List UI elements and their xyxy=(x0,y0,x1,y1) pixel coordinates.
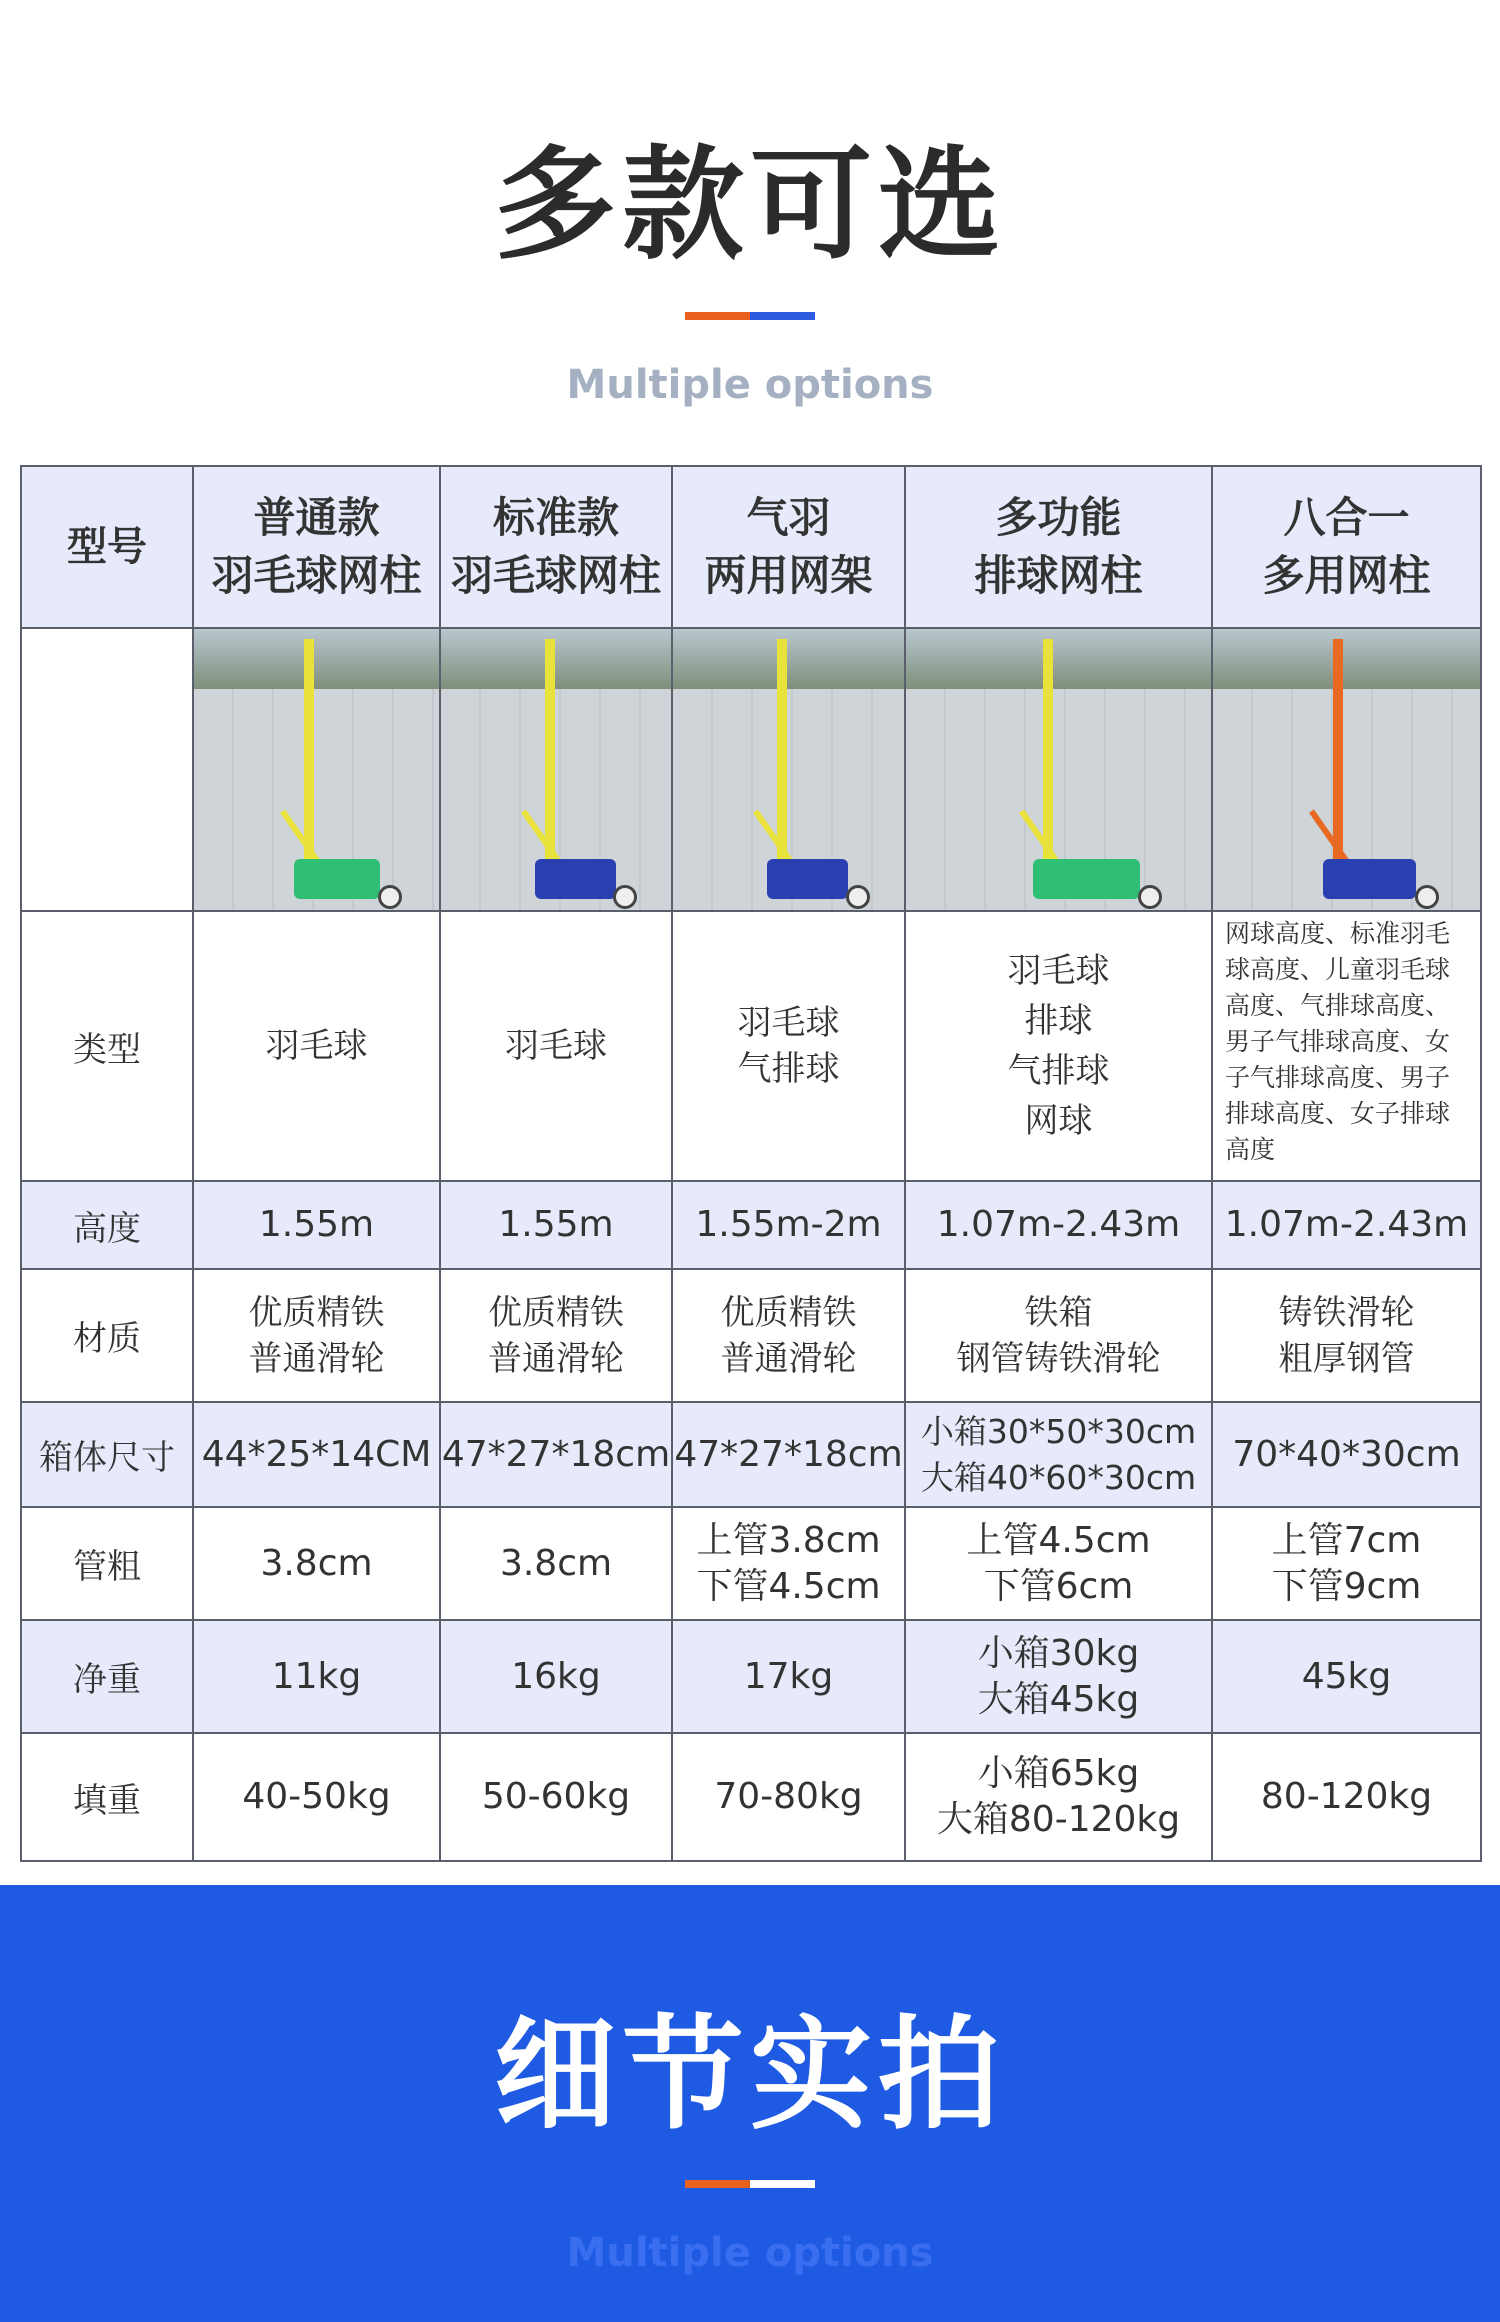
net-weight-row xyxy=(21,1620,1481,1733)
type-value-note: 网球高度、标准羽毛球高度、儿童羽毛球高度、气排球高度、男子气排球高度、女子气排球高度、男子排球高度、女子排球高度 xyxy=(1212,911,1481,1181)
post-base-box xyxy=(535,859,616,899)
model-header xyxy=(672,466,905,628)
tube-value: 上管4.5cm 下管6cm xyxy=(905,1507,1212,1620)
model-name-line1: 气羽 xyxy=(746,493,831,542)
type-value: 羽毛球 xyxy=(193,911,440,1181)
model-header xyxy=(1212,466,1481,628)
tube-value: 3.8cm xyxy=(440,1507,672,1620)
row-label: 净重 xyxy=(21,1620,193,1733)
model-header xyxy=(440,466,672,628)
section-accent-bar xyxy=(685,2180,815,2188)
model-name-line2: 两用网架 xyxy=(704,551,873,600)
tube-value: 3.8cm xyxy=(193,1507,440,1620)
height-value: 1.07m-2.43m xyxy=(1212,1181,1481,1269)
fill-weight-value: 小箱65kg 大箱80-120kg xyxy=(905,1733,1212,1861)
accent-blue xyxy=(750,312,815,320)
height-value: 1.55m-2m xyxy=(672,1181,905,1269)
product-photo xyxy=(441,629,671,910)
product-photo xyxy=(194,629,439,910)
net-weight-value: 45kg xyxy=(1212,1620,1481,1733)
model-name-line2: 羽毛球网柱 xyxy=(211,551,422,600)
type-value: 羽毛球 气排球 xyxy=(672,911,905,1181)
model-name-line1: 普通款 xyxy=(253,493,380,542)
row-label: 高度 xyxy=(21,1181,193,1269)
material-value: 铸铁滑轮 粗厚钢管 xyxy=(1212,1269,1481,1402)
material-value: 铁箱 钢管铸铁滑轮 xyxy=(905,1269,1212,1402)
product-photo-cell xyxy=(905,628,1212,911)
post-base-box xyxy=(1033,859,1140,899)
fill-weight-value: 70-80kg xyxy=(672,1733,905,1861)
model-name-line2: 多用网柱 xyxy=(1262,551,1431,600)
model-header xyxy=(193,466,440,628)
photo-background xyxy=(1213,629,1480,689)
fill-weight-value: 50-60kg xyxy=(440,1733,672,1861)
row-label: 类型 xyxy=(21,911,193,1181)
net-weight-value: 16kg xyxy=(440,1620,672,1733)
fill-weight-value: 40-50kg xyxy=(193,1733,440,1861)
row-label: 填重 xyxy=(21,1733,193,1861)
spec-table xyxy=(20,465,1482,1862)
photo-background xyxy=(441,629,671,689)
box-size-value: 47*27*18cm xyxy=(440,1402,672,1507)
header-label: 型号 xyxy=(21,466,193,628)
product-photo-cell xyxy=(1212,628,1481,911)
base-wheel xyxy=(1415,885,1439,909)
tube-value: 上管7cm 下管9cm xyxy=(1212,1507,1481,1620)
base-wheel xyxy=(378,885,402,909)
row-label: 材质 xyxy=(21,1269,193,1402)
material-value: 优质精铁 普通滑轮 xyxy=(672,1269,905,1402)
height-value: 1.07m-2.43m xyxy=(905,1181,1212,1269)
product-photo xyxy=(906,629,1211,910)
base-wheel xyxy=(1138,885,1162,909)
post-base-box xyxy=(1323,859,1416,899)
model-name-line1: 标准款 xyxy=(492,493,619,542)
product-photo-cell xyxy=(440,628,672,911)
material-value: 优质精铁 普通滑轮 xyxy=(440,1269,672,1402)
product-photo-cell xyxy=(672,628,905,911)
type-row xyxy=(21,911,1481,1181)
material-row xyxy=(21,1269,1481,1402)
height-value: 1.55m xyxy=(193,1181,440,1269)
row-label: 箱体尺寸 xyxy=(21,1402,193,1507)
box-size-value: 44*25*14CM xyxy=(193,1402,440,1507)
post-base-box xyxy=(294,859,380,899)
accent-orange xyxy=(685,312,750,320)
post-base-box xyxy=(767,859,848,899)
title-accent-bar xyxy=(685,312,815,320)
photo-background xyxy=(194,629,439,689)
photo-row xyxy=(21,628,1481,911)
accent-orange xyxy=(685,2180,750,2188)
net-weight-value: 17kg xyxy=(672,1620,905,1733)
box-size-value: 47*27*18cm xyxy=(672,1402,905,1507)
photo-row-label xyxy=(21,628,193,911)
product-photo xyxy=(673,629,904,910)
box-size-value: 小箱30*50*30cm 大箱40*60*30cm xyxy=(905,1402,1212,1507)
tube-value: 上管3.8cm 下管4.5cm xyxy=(672,1507,905,1620)
section-title: 细节实拍 xyxy=(494,2004,1006,2146)
box-size-row xyxy=(21,1402,1481,1507)
height-value: 1.55m xyxy=(440,1181,672,1269)
height-row xyxy=(21,1181,1481,1269)
model-name-line1: 八合一 xyxy=(1283,493,1410,542)
page-title: 多款可选 xyxy=(494,134,1006,276)
header-row xyxy=(21,466,1481,628)
photo-background xyxy=(906,629,1211,689)
fill-weight-row xyxy=(21,1733,1481,1861)
base-wheel xyxy=(613,885,637,909)
base-wheel xyxy=(846,885,870,909)
page-subtitle: Multiple options xyxy=(566,362,934,408)
model-name-line2: 排球网柱 xyxy=(974,551,1143,600)
product-photo-cell xyxy=(193,628,440,911)
type-value: 羽毛球 排球 气排球 网球 xyxy=(905,911,1212,1181)
net-weight-value: 11kg xyxy=(193,1620,440,1733)
model-header xyxy=(905,466,1212,628)
product-photo xyxy=(1213,629,1480,910)
material-value: 优质精铁 普通滑轮 xyxy=(193,1269,440,1402)
net-weight-value: 小箱30kg 大箱45kg xyxy=(905,1620,1212,1733)
section-subtitle: Multiple options xyxy=(566,2230,934,2276)
photo-background xyxy=(673,629,904,689)
box-size-value: 70*40*30cm xyxy=(1212,1402,1481,1507)
fill-weight-value: 80-120kg xyxy=(1212,1733,1481,1861)
accent-white xyxy=(750,2180,815,2188)
tube-row xyxy=(21,1507,1481,1620)
row-label: 管粗 xyxy=(21,1507,193,1620)
model-name-line1: 多功能 xyxy=(995,493,1122,542)
type-value: 羽毛球 xyxy=(440,911,672,1181)
model-name-line2: 羽毛球网柱 xyxy=(450,551,661,600)
